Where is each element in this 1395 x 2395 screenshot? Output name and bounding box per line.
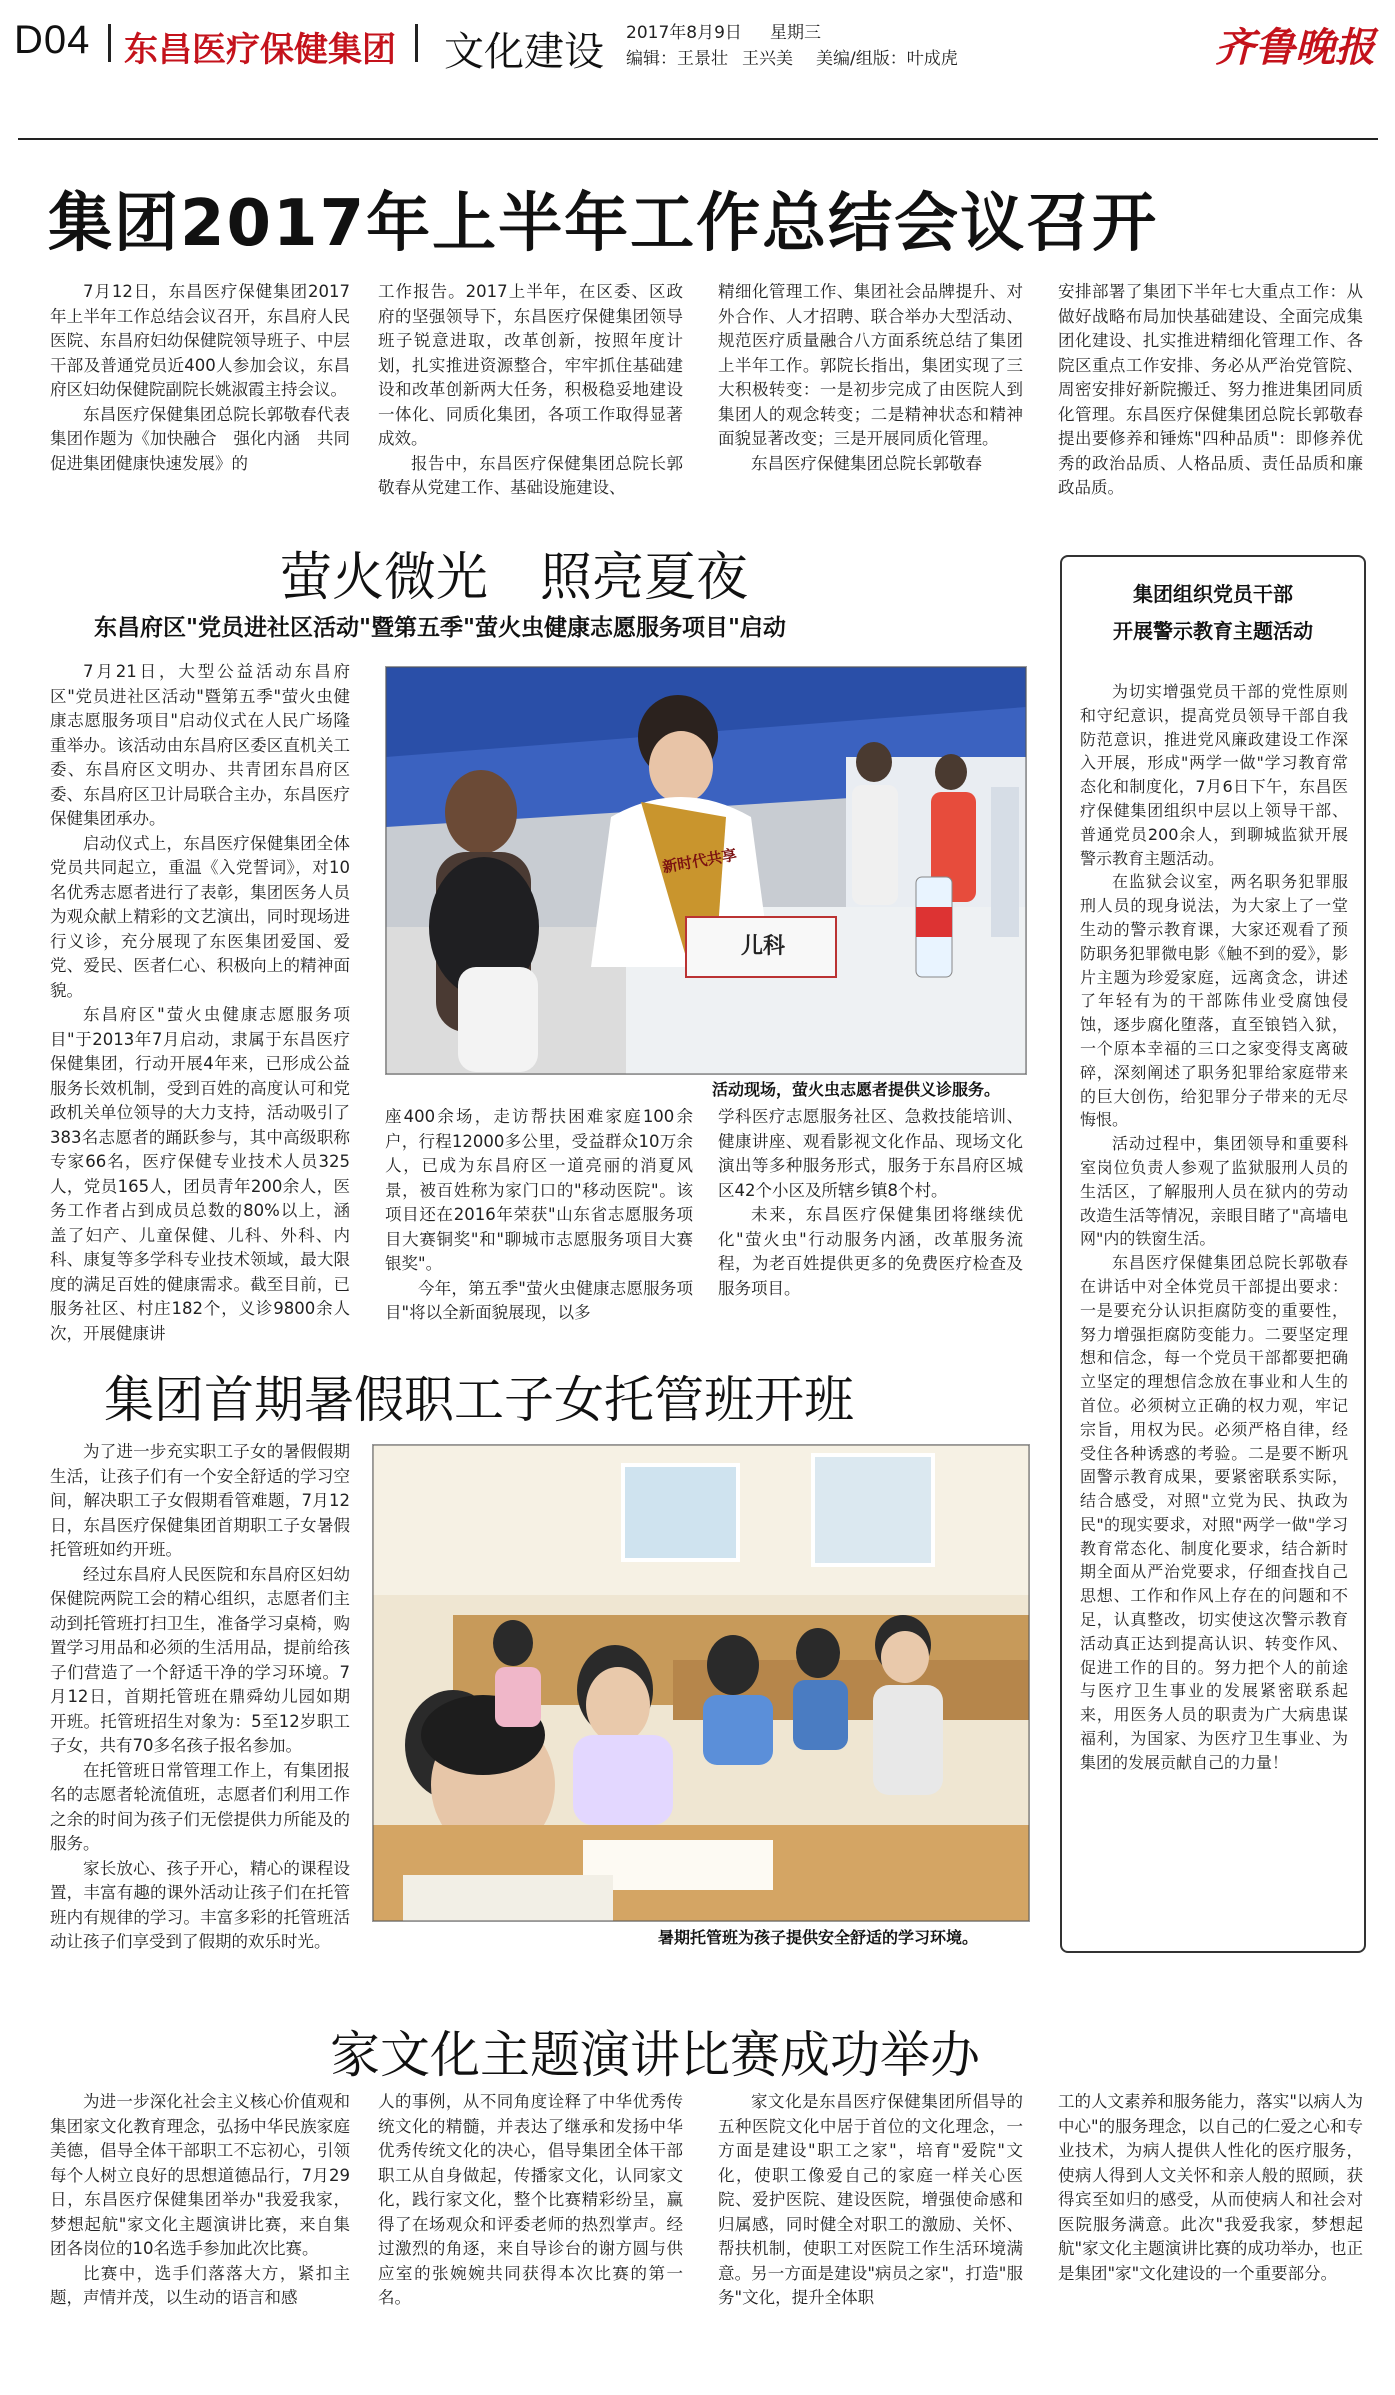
childcare-class-photo-image (373, 1445, 1029, 1921)
article-1-column-4 (1058, 280, 1363, 501)
article-1-column-1 (50, 280, 350, 476)
paragraph: 为进一步深化社会主义核心价值观和集团家文化教育理念，弘扬中华民族家庭美德，倡导全体干部职工不忘初心，引领每个人树立良好的思想道德品行，7月29日，东昌医疗保健集团举办"我爱我家，梦想起航"家文化主题演讲比赛，来自集团各岗位的10名选手参加此次比赛。 (50, 2092, 350, 2258)
article-3-column-1 (50, 1440, 350, 1955)
paragraph: 为了进一步充实职工子女的暑假假期生活，让孩子们有一个安全舒适的学习空间，解决职工子女假期看管难题，7月12日，东昌医疗保健集团首期职工子女暑假托管班如约开班。 (50, 1442, 350, 1559)
editor-credit-2: 王兴美 (742, 49, 793, 69)
paragraph: 经过东昌府人民医院和东昌府区妇幼保健院两院工会的精心组织，志愿者们主动到托管班打扫卫生，准备学习桌椅，购置学习用品和必须的生活用品，提前给孩子们营造了一个舒适干净的学习环境。7月12日，首期托管班在鼎舜幼儿园如期开班。托管班招生对象为：5至12岁职工子女，共有70多名孩子报名参加。 (50, 1564, 350, 1755)
paragraph: 人的事例，从不同角度诠释了中华优秀传统文化的精髓，并表达了继承和发扬中华优秀传统文化的决心，倡导集团全体干部职工从自身做起，传播家文化，认同家文化，践行家文化，整个比赛精彩纷呈，赢得了在场观众和评委老师的热烈掌声。经过激烈的角逐，来自导诊台的谢方圆与供应室的张婉婉共同获得本次比赛的第一名。 (378, 2092, 683, 2307)
paragraph: 家文化是东昌医疗保健集团所倡导的五种医院文化中居于首位的文化理念，一方面是建设"职工之家"，培育"爱院"文化，使职工像爱自己的家庭一样关心医院、爱护医院、建设医院，增强使命感和归属感，同时健全对职工的激励、关怀、帮扶机制，使职工对医院工作生活环境满意。另一方面是建设"病员之家"，打造"服务"文化，提升全体职 (718, 2092, 1023, 2307)
article-2-column-2 (385, 1105, 693, 1326)
paragraph: 活动过程中，集团领导和重要科室岗位负责人参观了监狱服刑人员的生活区，了解服刑人员在狱内的劳动改造生活等情况，亲眼目睹了"高墙电网"内的铁窗生活。 (1080, 1134, 1348, 1249)
sidebar-title-line-1: 集团组织党员干部 (1133, 582, 1293, 606)
article-1-column-3 (718, 280, 1023, 476)
volunteer-clinic-photo-image (386, 667, 1026, 1074)
paragraph: 今年，第五季"萤火虫健康志愿服务项目"将以全新面貌展现，以多 (385, 1278, 693, 1322)
page-number: D04 (14, 18, 91, 62)
paragraph: 报告中，东昌医疗保健集团总院长郭敬春从党建工作、基础设施建设、 (378, 453, 683, 497)
sidebar-body (1080, 680, 1348, 1775)
channel-name: 文化建设 (444, 29, 604, 75)
editor-credit: 编辑：王景壮 (626, 49, 728, 69)
paragraph: 7月12日，东昌医疗保健集团2017年上半年工作总结会议召开，东昌府人民医院、东昌府妇幼保健院领导班子、中层干部及普通党员近400人参加会议，东昌府区妇幼保健院副院长姚淑霞主持会议。 (50, 282, 350, 399)
header-divider (415, 24, 418, 62)
paragraph: 家长放心、孩子开心，精心的课程设置，丰富有趣的课外活动让孩子们在托管班内有规律的学习。丰富多彩的托管班活动让孩子们享受到了假期的欢乐时光。 (50, 1858, 350, 1951)
article-2-title: 萤火微光 照亮夏夜 (280, 548, 749, 608)
paragraph: 安排部署了集团下半年七大重点工作：从做好战略布局加快基础建设、全面完成集团化建设、扎实推进精细化管理工作、各院区重点工作安排、务必从严治党管院、周密安排好新院搬迁、努力推进集团同质化管理。东昌医疗保健集团总院长郭敬春提出要修养和锤炼"四种品质"：即修养优秀的政治品质、人格品质、责任品质和廉政品质。 (1058, 282, 1363, 497)
paragraph: 在监狱会议室，两名职务犯罪服刑人员的现身说法，为大家上了一堂生动的警示教育课，大家还观看了预防职务犯罪微电影《触不到的爱》，影片主题为珍爱家庭，远离贪念，讲述了年轻有为的干部陈伟业受腐蚀侵蚀，逐步腐化堕落，直至锒铛入狱，一个原本幸福的三口之家变得支离破碎，深刻阐述了职务犯罪给家庭带来的巨大创伤，给犯罪分子带来的无尽悔恨。 (1080, 872, 1348, 1130)
paragraph: 未来，东昌医疗保健集团将继续优化"萤火虫"行动服务内涵，改革服务流程，为老百姓提供更多的免费医疗检查及服务项目。 (718, 1205, 1023, 1298)
paragraph: 工的人文素养和服务能力，落实"以病人为中心"的服务理念，以自己的仁爱之心和专业技术，为病人提供人性化的医疗服务，使病人得到人文关怀和亲人般的照顾，获得宾至如归的感受，从而使病人和社会对医院服务满意。此次"我爱我家，梦想起航"家文化主题演讲比赛的成功举办，也正是集团"家"文化建设的一个重要部分。 (1058, 2092, 1363, 2283)
article-2-subtitle: 东昌府区"党员进社区活动"暨第五季"萤火虫健康志愿服务项目"启动 (94, 615, 786, 641)
childcare-class-photo (372, 1444, 1030, 1922)
paragraph: 学科医疗志愿服务社区、急救技能培训、健康讲座、观看影视文化作品、现场文化演出等多种服务形式，服务于东昌府区城区42个小区及所辖乡镇8个村。 (718, 1107, 1023, 1200)
article-4-column-4 (1058, 2090, 1363, 2286)
design-credit: 美编/组版：叶成虎 (816, 49, 958, 69)
newspaper-logo: 齐鲁晚报 (1215, 24, 1375, 71)
paragraph: 启动仪式上，东昌医疗保健集团全体党员共同起立，重温《入党誓词》，对10名优秀志愿者进行了表彰，集团医务人员为观众献上精彩的文艺演出，同时现场进行义诊，充分展现了东医集团爱国、爱党、爱民、医者仁心、积极向上的精神面貌。 (50, 833, 350, 1000)
paragraph: 精细化管理工作、集团社会品牌提升、对外合作、人才招聘、联合举办大型活动、规范医疗质量融合八方面系统总结了集团上半年工作。郭院长指出，集团实现了三大积极转变：一是初步完成了由医院人到集团人的观念转变；二是精神状态和精神面貌显著改变；三是开展同质化管理。 (718, 282, 1023, 448)
paragraph: 在托管班日常管理工作上，有集团报名的志愿者轮流值班，志愿者们利用工作之余的时间为孩子们无偿提供力所能及的服务。 (50, 1760, 350, 1853)
childcare-photo-caption: 暑期托管班为孩子提供安全舒适的学习环境。 (658, 1928, 979, 1947)
article-2-column-1 (50, 660, 350, 1346)
paragraph: 东昌府区"萤火虫健康志愿服务项目"于2013年7月启动，隶属于东昌医疗保健集团，行动开展4年来，已形成公益服务长效机制，受到百姓的高度认可和党政机关单位领导的大力支持，活动吸引了383名志愿者的踊跃参与，其中高级职称专家66名，医疗保健专业技术人员325人，党员165人，团员青年200余人，医务工作者占到成员总数的80%以上，涵盖了妇产、儿童保健、儿科、外科、内科、康复等多学科专业技术领域，最大限度的满足百姓的健康需求。截至目前，已服务社区、村庄182个，义诊9800余人次，开展健康讲 (50, 1005, 350, 1343)
paragraph: 东昌医疗保健集团总院长郭敬春在讲话中对全体党员干部提出要求：一是要充分认识拒腐防变的重要性，努力增强拒腐防变能力。二要坚定理想和信念，每一个党员干部都要把确立坚定的理想信念放在事业和人生的首位。必须树立正确的权力观，牢记宗旨，用权为民。必须严格自律，经受住各种诱惑的考验。二是要不断巩固警示教育成果，要紧密联系实际，结合感受，对照"立党为民、执政为民"的现实要求，对照"两学一做"学习教育常态化、制度化要求，结合新时期全面从严治党要求，仔细查找自己思想、工作和作风上存在的问题和不足，认真整改，切实使这次警示教育活动真正达到提高认识、转变作风、促进工作的目的。努力把个人的前途与医疗卫生事业的发展紧密联系起来，用医务人员的职责为广大病患谋福利，为国家、为医疗卫生事业、为集团的发展贡献自己的力量！ (1080, 1253, 1348, 1772)
paragraph: 7月21日，大型公益活动东昌府区"党员进社区活动"暨第五季"萤火虫健康志愿服务项目"启动仪式在人民广场隆重举办。该活动由东昌府区委区直机关工委、东昌府区文明办、共青团东昌府区委、东昌府区卫计局联合主办，东昌医疗保健集团承办。 (50, 662, 350, 828)
issue-weekday: 星期三 (770, 23, 821, 43)
article-4-column-3 (718, 2090, 1023, 2311)
volunteer-clinic-photo (385, 666, 1027, 1075)
article-4-column-1 (50, 2090, 350, 2311)
sidebar-title-line-2: 开展警示教育主题活动 (1113, 619, 1313, 643)
article-3-title: 集团首期暑假职工子女托管班开班 (104, 1371, 854, 1429)
article-4-column-2 (378, 2090, 683, 2311)
paragraph: 比赛中，选手们落落大方，紧扣主题，声情并茂，以生动的语言和感 (50, 2263, 350, 2307)
article-4-title: 家文化主题演讲比赛成功举办 (330, 2026, 980, 2084)
article-1-title: 集团2017年上半年工作总结会议召开 (48, 187, 1159, 261)
paragraph: 座400余场，走访帮扶困难家庭100余户，行程12000多公里，受益群众10万余人，已成为东昌府区一道亮丽的消夏风景，被百姓称为家门口的"移动医院"。该项目还在2016年荣获"山东省志愿服务项目大赛铜奖"和"聊城市志愿服务项目大赛银奖"。 (385, 1107, 693, 1273)
volunteer-sash-text: 新时代共享 (661, 845, 739, 877)
page-header (0, 0, 1395, 80)
pediatrics-sign-text: 儿科 (741, 934, 786, 959)
section-name: 东昌医疗保健集团 (124, 30, 396, 70)
paragraph: 东昌医疗保健集团总院长郭敬春代表集团作题为《加快融合 强化内涵 共同促进集团健康快速发展》的 (50, 404, 350, 473)
header-divider (108, 24, 111, 62)
header-rule (18, 138, 1378, 140)
article-1-column-2 (378, 280, 683, 501)
issue-date: 2017年8月9日 (626, 23, 742, 43)
paragraph: 工作报告。2017上半年，在区委、区政府的坚强领导下，东昌医疗保健集团领导班子锐意进取，改革创新，按照年度计划，扎实推进资源整合，牢牢抓住基础建设和改革创新两大任务，积极稳妥地建设一体化、同质化集团，各项工作取得显著成效。 (378, 282, 683, 448)
volunteer-photo-caption: 活动现场，萤火虫志愿者提供义诊服务。 (712, 1080, 1001, 1099)
article-2-column-3 (718, 1105, 1023, 1301)
paragraph: 东昌医疗保健集团总院长郭敬春 (751, 453, 982, 473)
paragraph: 为切实增强党员干部的党性原则和守纪意识，提高党员领导干部自我防范意识，推进党风廉政建设工作深入开展，形成"两学一做"学习教育常态化和制度化，7月6日下午，东昌医疗保健集团组织中层以上领导干部、普通党员200余人，到聊城监狱开展警示教育主题活动。 (1080, 682, 1348, 868)
